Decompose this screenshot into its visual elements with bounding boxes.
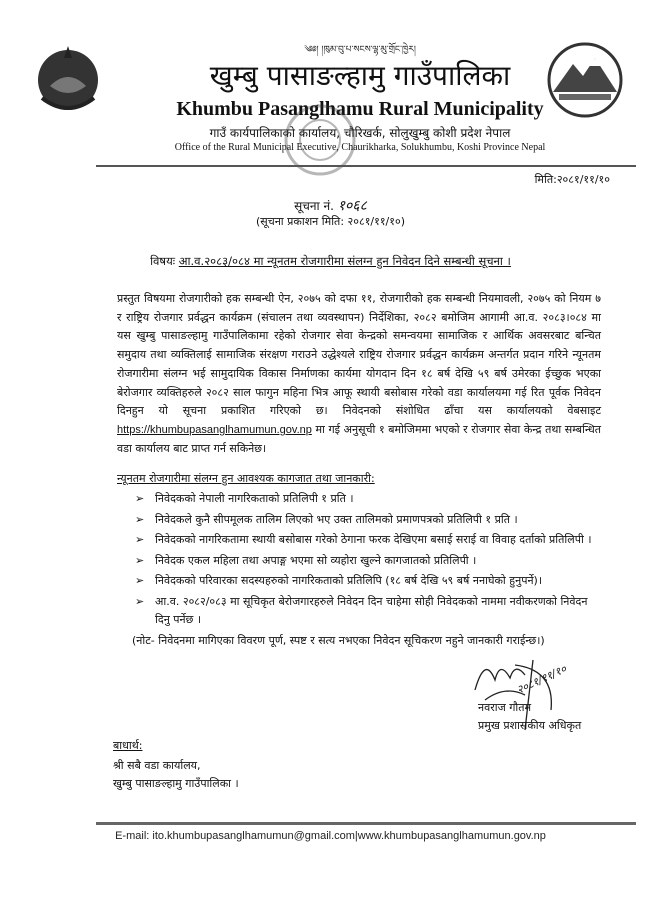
arrow-bullet-icon: ➢ — [135, 574, 145, 587]
signatory-name: नवराज गौतम — [478, 701, 532, 714]
arrow-bullet-icon: ➢ — [135, 512, 145, 526]
list-item: ➢ निवेदकको परिवारका सदस्यहरुको नागरिकताको प्रतिलिपि (१८ बर्ष देखि ५९ बर्ष ननाघेको हुनुपर्ने)। — [135, 572, 605, 591]
requirements-list — [135, 490, 605, 632]
arrow-bullet-icon: ➢ — [135, 533, 145, 546]
office-address-nepali: गाउँ कार्यपालिकाको कार्यालय, चौरिखर्क, सोलुखुम्बु कोशी प्रदेश नेपाल — [209, 126, 511, 140]
body-text-part2: मा गई अनुसूची १ बमोजिममा भएको र रोजगार सेवा केन्द्र तथा सम्बन्धित वडा कार्यालय बाट प्राप्त गर्न सकिनेछ। — [117, 422, 602, 455]
cc-line: श्री सबै वडा कार्यालय, — [113, 759, 201, 772]
municipality-name-english: Khumbu Pasanglhamu Rural Municipality — [176, 98, 544, 120]
notice-number — [0, 196, 661, 215]
subject-label: विषयः — [150, 254, 176, 268]
note-text: (नोट- निवेदनमा मागिएका विवरण पूर्ण, स्पष्ट र सत्य नभएका निवेदन सूचिकरण नहुने जानकारी गराईन्छ।) — [132, 634, 545, 647]
cc-line: खुम्बु पासाङल्हामु गाउँपालिका । — [113, 777, 239, 790]
body-text-part1: प्रस्तुत विषयमा रोजगारीको हक सम्बन्धी ऐन, २०७५ को दफा ११, रोजगारीको हक सम्बन्धी नियमावली, २०७५ को नियम ७ र राष्ट्रिय रोजगार प्रर्वद्धन कार्यक्रम (संचालन तथा व्यवस्थापन) निर्देशिका, २०८२ बमोजिम आगामी आ.व. २०८३।०८४ मा यस खुम्बु पासाङल्हामु गाउँपालिकामा रहेको रोजगार सेवा केन्द्रको समन्वयमा सामाजिक र आर्थिक अवसरबाट बन्चित समुदाय तथा व्यक्तिलाई सामाजिक संरक्षण गराउने उद्धेश्यले राष्ट्रिय रोजगार प्रर्वद्धन कार्यक्रम अन्तर्गत प्रदान गरिने न्यूनतम रोजगारीमा संलग्न भई सामुदायिक विकास निर्माणका कार्यमा योगदान दिन १८ बर्ष देखि ५९ बर्ष उमेरका ईच्छुक भएका बेरोजगार व्यक्तिहरुले २०८२ साल फागुन महिना भित्र आफू स्थायी बसोबास गरेको वडा कार्यालयमा गई रित पूर्वक निवेदन दिनहुन यो सूचना प्रकाशित गरिएको छ। निवेदनको संशोधित ढाँचा यस कार्यालयको वेबसाइट — [117, 292, 601, 418]
signatory-designation: प्रमुख प्रशासकीय अधिकृत — [478, 719, 582, 732]
subject-text: आ.व.२०८३/०८४ मा न्यूनतम रोजगारीमा संलग्न हुन निवेदन दिने सम्बन्धी सूचना । — [178, 254, 511, 268]
nepal-emblem-icon — [28, 38, 108, 118]
footer-divider — [96, 822, 636, 825]
footer-contact: E-mail: ito.khumbupasanglhamumun@gmail.com|www.khumbupasanglhamumun.gov.np — [115, 830, 546, 842]
notice-number-label: सूचना नं. — [294, 199, 334, 213]
office-address-english: Office of the Rural Municipal Executive, Chaurikharka, Solukhumbu, Koshi Province Nepal — [174, 142, 546, 153]
list-item: ➢ निवेदकले कुनै सीपमूलक तालिम लिएको भए उक्त तालिमको प्रमाणपत्रको प्रतिलिपी १ प्रति । — [135, 511, 605, 530]
body-paragraph — [117, 290, 601, 458]
list-item: ➢ निवेदक एकल महिला तथा अपाङ्ग भएमा सो व्यहोरा खुल्ने कागजातको प्रतिलिपी । — [135, 552, 605, 571]
cc-heading: बाधार्थ: — [113, 739, 143, 752]
list-item: ➢ निवेदकको नागरिकतामा स्थायी बसोबास गरेको ठेगाना फरक देखिएमा बसाई सराई वा विवाह दर्ताको प्रतिलिपी । — [135, 531, 605, 550]
letter-date: मिति:२०८१/११/१० — [534, 173, 610, 186]
signature-date: २०८१/११/१० — [514, 662, 569, 697]
municipality-name-nepali: खुम्बु पासाङल्हामु गाउँपालिका — [209, 59, 511, 92]
header-divider — [96, 165, 636, 167]
list-item: ➢ आ.व. २०८२/०८३ मा सूचिकृत बेरोजगारहरुले निवेदन दिन चाहेमा सोही निवेदकको नाममा नवीकरणको निवेदन दिनु पर्नेछ । — [135, 594, 588, 626]
publish-date: (सूचना प्रकाशन मिति: २०८१/११/१०) — [255, 215, 405, 228]
notice-number-value: १०६८ — [337, 198, 367, 214]
website-link[interactable]: https://khumbupasanglhamumun.gov.np — [117, 423, 312, 436]
office-stamp-icon — [280, 100, 360, 180]
tibetan-header-line: ༄༅། །ཁུམ་བུ་པ་སངས་ལྷ་མུ་གྲོང་ཁྱེར། — [304, 45, 416, 55]
subject-line — [0, 254, 661, 269]
requirements-heading: न्यूनतम रोजगारीमा संलग्न हुन आवश्यक कागजात तथा जानकारी: — [117, 472, 375, 485]
arrow-bullet-icon: ➢ — [135, 492, 145, 505]
list-item: ➢ निवेदकको नेपाली नागरिकताको प्रतिलिपी १ प्रति । — [135, 490, 605, 509]
arrow-bullet-icon: ➢ — [135, 553, 145, 567]
arrow-bullet-icon: ➢ — [135, 594, 145, 608]
